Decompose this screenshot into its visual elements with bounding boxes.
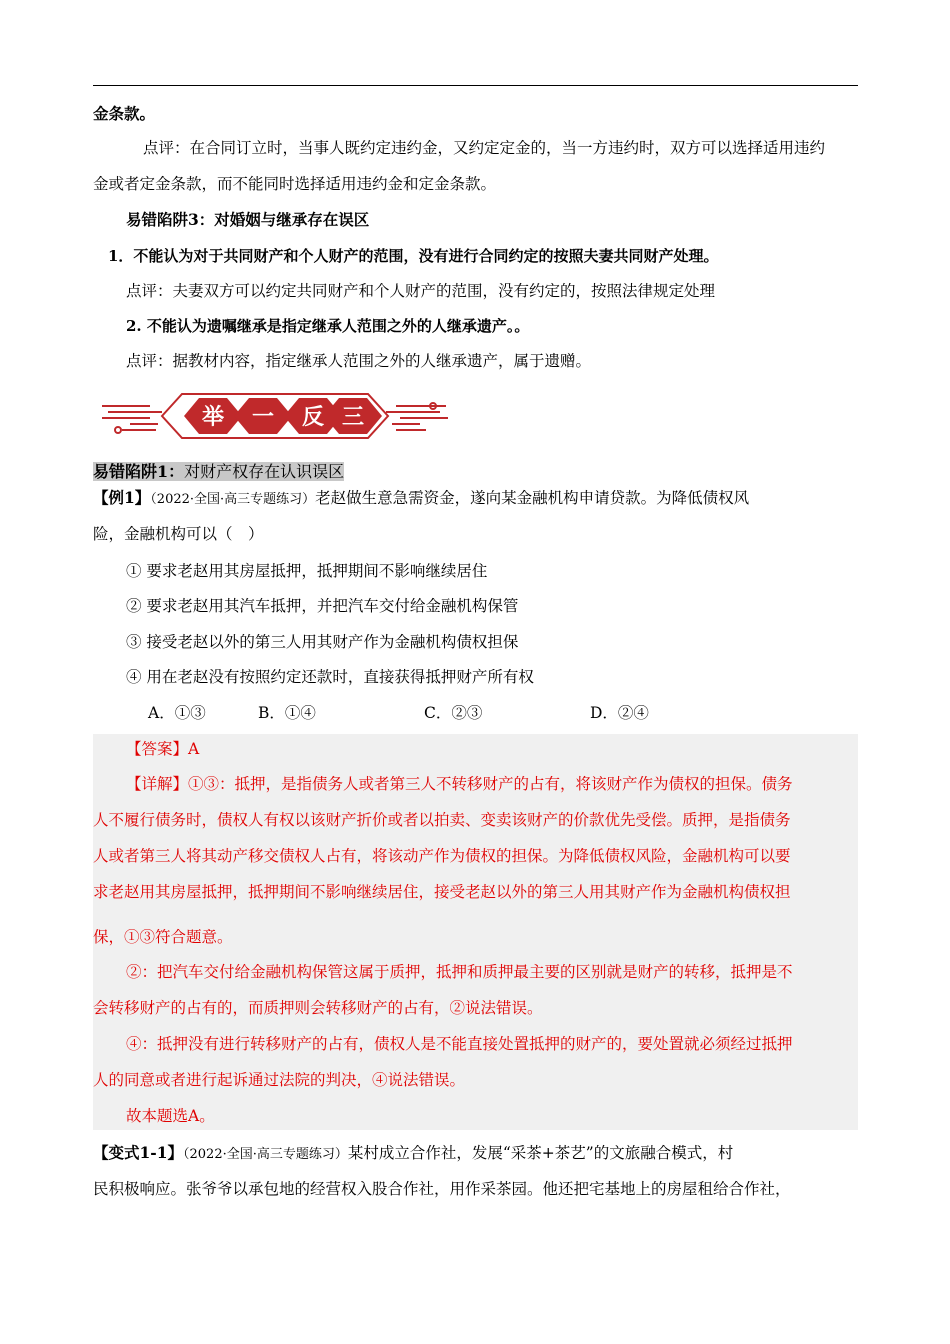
detail-line: ④：抵押没有进行转移财产的占有，债权人是不能直接处置抵押的财产的，要处置就必须经过抵押 xyxy=(126,1035,793,1053)
example-1-line-2: 险，金融机构可以（ ） xyxy=(93,525,264,543)
statement: ③ 接受老赵以外的第三人用其财产作为金融机构债权担保 xyxy=(126,633,519,651)
answer-conclusion: 故本题选A。 xyxy=(126,1107,215,1125)
option-a: A．①③ xyxy=(148,704,206,722)
banner-char: 一 xyxy=(251,405,275,430)
variant-text: 某村成立合作社，发展“采茶+茶艺”的文旅融合模式，村 xyxy=(347,1144,734,1162)
statement: ④ 用在老赵没有按照约定还款时，直接获得抵押财产所有权 xyxy=(126,668,534,686)
section-title xyxy=(93,462,344,482)
banner-char: 反 xyxy=(301,405,325,430)
answer-label: 【答案】A xyxy=(126,740,200,758)
banner-ju-yi-fan-san xyxy=(100,388,450,444)
example-tag: 【例1】 xyxy=(93,488,151,507)
option-b: B．①④ xyxy=(258,704,316,722)
detail-line: 【详解】①③：抵押，是指债务人或者第三人不转移财产的占有，将该财产作为债权的担保。债务 xyxy=(126,775,793,793)
section-title-rest: 对财产权存在认识误区 xyxy=(184,462,345,481)
example-source: （2022·全国·高三专题练习） xyxy=(150,492,316,507)
comment-line: 点评：在合同订立时，当事人既约定违约金，又约定定金的，当一方违约时，双方可以选择适用违约 xyxy=(143,139,826,157)
section-title-bold: 易错陷阱1： xyxy=(93,462,185,481)
variant-line xyxy=(93,1143,733,1165)
detail-line: 求老赵用其房屋抵押，抵押期间不影响继续居住，接受老赵以外的第三人用其财产作为金融机构债权担 xyxy=(93,883,791,901)
trap-3-comment-2: 点评：据教材内容，指定继承人范围之外的人继承遗产，属于遗赠。 xyxy=(126,352,592,370)
detail-line: 人或者第三人将其动产移交债权人占有，将该动产作为债权的担保。为降低债权风险，金融机构可以要 xyxy=(93,847,791,865)
trap-3-item-2: 2. 不能认为遗嘱继承是指定继承人范围之外的人继承遗产。。 xyxy=(126,317,530,335)
trap-3-title: 易错陷阱3：对婚姻与继承存在误区 xyxy=(126,210,370,229)
detail-line: 保，①③符合题意。 xyxy=(93,928,233,946)
option-d: D．②④ xyxy=(590,704,649,722)
variant-tag: 【变式1-1】 xyxy=(93,1143,184,1162)
example-1-line xyxy=(93,488,749,510)
banner-char: 三 xyxy=(341,405,365,430)
banner-char: 举 xyxy=(201,405,225,430)
header-rule xyxy=(93,85,858,86)
variant-line-2: 民积极响应。张爷爷以承包地的经营权入股合作社，用作采茶园。他还把宅基地上的房屋租给合作社， xyxy=(93,1180,791,1198)
detail-line: 会转移财产的占有的，而质押则会转移财产的占有，②说法错误。 xyxy=(93,999,543,1017)
trap-3-comment-1: 点评：夫妻双方可以约定共同财产和个人财产的范围，没有约定的，按照法律规定处理 xyxy=(126,282,716,300)
statement: ① 要求老赵用其房屋抵押，抵押期间不影响继续居住 xyxy=(126,562,488,580)
trap-3-item-1: 1．不能认为对于共同财产和个人财产的范围，没有进行合同约定的按照夫妻共同财产处理。 xyxy=(108,247,719,265)
continued-fragment: 金条款。 xyxy=(93,104,156,123)
example-text: 老赵做生意急需资金，遂向某金融机构申请贷款。为降低债权风 xyxy=(315,489,750,507)
variant-source: （2022·全国·高三专题练习） xyxy=(183,1147,348,1162)
statement: ② 要求老赵用其汽车抵押，并把汽车交付给金融机构保管 xyxy=(126,597,519,615)
detail-line: 人的同意或者进行起诉通过法院的判决，④说法错误。 xyxy=(93,1071,466,1089)
comment-line: 金或者定金条款，而不能同时选择适用违约金和定金条款。 xyxy=(93,175,497,193)
option-c: C．②③ xyxy=(424,704,483,722)
detail-line: 人不履行债务时，债权人有权以该财产折价或者以拍卖、变卖该财产的价款优先受偿。质押，是指债务 xyxy=(93,811,791,829)
detail-line: ②：把汽车交付给金融机构保管这属于质押，抵押和质押最主要的区别就是财产的转移，抵押是不 xyxy=(126,963,793,981)
